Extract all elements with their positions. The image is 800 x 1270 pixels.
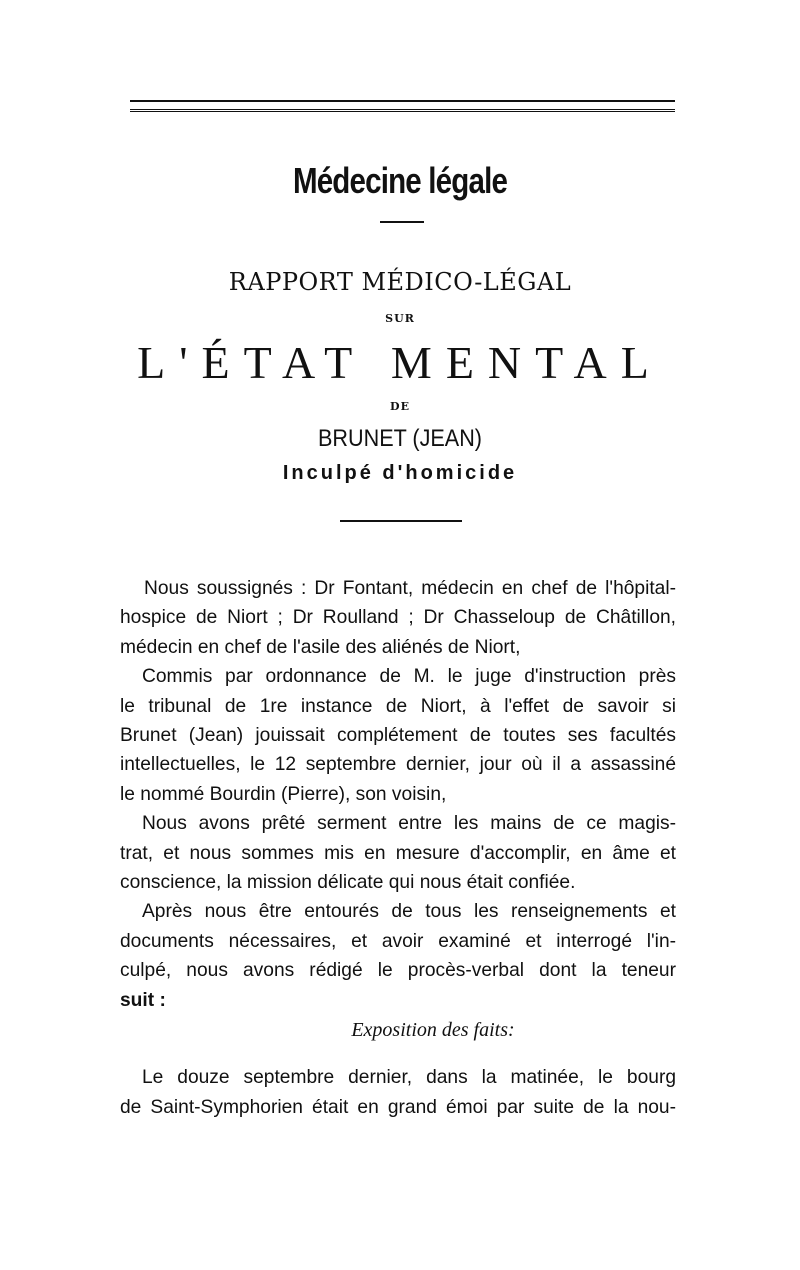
accused-label: Inculpé d'homicide <box>282 462 518 484</box>
text-line: le nommé Bourdin (Pierre), son voisin, <box>120 783 447 805</box>
text-line: trat, et nous sommes mis en mesure d'accomplir, en âme et <box>120 842 676 864</box>
subject-name: BRUNET (JEAN) <box>317 425 483 452</box>
text-line: Le douze septembre dernier, dans la matinée, le bourg <box>142 1067 676 1089</box>
paragraph-5 <box>120 1063 676 1122</box>
top-double-rule <box>130 100 675 110</box>
paragraph-4 <box>120 897 676 1015</box>
sur-label: SUR <box>385 312 415 325</box>
text-line: Nous soussignés : Dr Fontant, médecin en chef de l'hôpital- <box>144 578 676 599</box>
text-line: Brunet (Jean) jouissait complétement de toutes ses facultés <box>120 725 676 747</box>
report-title: RAPPORT MÉDICO-LÉGAL <box>228 268 572 296</box>
text-line: médecin en chef de l'asile des aliénés de Niort, <box>120 636 521 658</box>
text-line: conscience, la mission délicate qui nous était confiée. <box>120 872 576 894</box>
text-line: le tribunal de 1re instance de Niort, à l'effet de savoir si <box>120 695 676 717</box>
body-text <box>120 574 676 1122</box>
text-line: suit : <box>120 989 166 1011</box>
text-line: documents nécessaires, et avoir examiné et interrogé l'in- <box>120 930 676 952</box>
paragraph-2 <box>120 662 676 809</box>
section-title: Médecine légale <box>292 160 508 201</box>
main-title: L'ÉTAT MENTAL <box>137 337 663 388</box>
paragraph-3 <box>120 809 676 897</box>
header-separator-rule <box>340 520 462 522</box>
text-line: Commis par ordonnance de M. le juge d'instruction près <box>142 666 676 688</box>
text-line: hospice de Niort ; Dr Roulland ; Dr Chasseloup de Châtillon, <box>120 607 676 629</box>
section-heading: Exposition des faits: <box>351 1019 515 1042</box>
text-line: Après nous être entourés de tous les renseignements et <box>142 901 676 923</box>
spacer <box>120 1045 676 1063</box>
text-line: Nous avons prêté serment entre les mains de ce magis- <box>142 813 676 835</box>
text-line: intellectuelles, le 12 septembre dernier, jour où il a assassiné <box>120 754 676 776</box>
title-short-rule <box>380 221 424 223</box>
text-line: culpé, nous avons rédigé le procès-verbal dont la teneur <box>120 960 676 982</box>
paragraph-1 <box>120 574 676 662</box>
text-line: de Saint-Symphorien était en grand émoi par suite de la nou- <box>120 1096 676 1118</box>
de-label: DE <box>390 400 410 413</box>
top-thin-rule <box>130 111 675 112</box>
